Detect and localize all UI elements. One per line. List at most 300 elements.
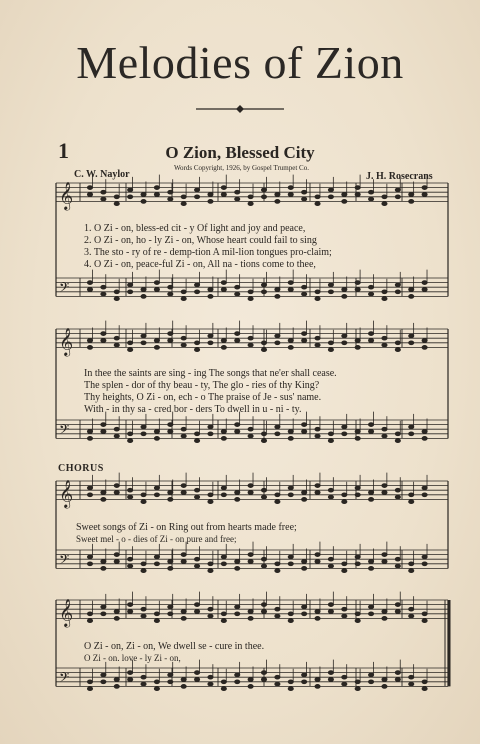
note-head (275, 295, 280, 299)
note-head (208, 607, 213, 611)
note-head (248, 484, 253, 488)
verse-4-line-1: 4. O Zi - on, peace-ful Zi - on, All na - tions come to thee, (84, 259, 316, 270)
note-head (342, 569, 347, 573)
note-head (181, 491, 186, 495)
hymn-title: O Zion, Blessed City (165, 143, 315, 162)
note-head (342, 288, 347, 292)
note-head (422, 555, 427, 559)
note-head (422, 281, 427, 285)
note-head (288, 430, 293, 434)
note-head (128, 678, 133, 682)
note-head (114, 290, 119, 294)
note-head (248, 202, 253, 206)
note-head (302, 197, 307, 201)
note-head (409, 193, 414, 197)
note-head (288, 680, 293, 684)
note-head (114, 202, 119, 206)
note-head (87, 687, 92, 691)
note-head (128, 348, 133, 352)
note-head (141, 493, 146, 497)
note-head (181, 195, 186, 199)
note-head (248, 434, 253, 438)
note-head (235, 339, 240, 343)
note-head (248, 610, 253, 614)
note-head (328, 488, 333, 492)
note-head (248, 336, 253, 340)
note-head (87, 486, 92, 490)
bass-clef-icon: 𝄢 (59, 551, 70, 571)
note-head (194, 678, 199, 682)
note-head (154, 555, 159, 559)
note-head (368, 430, 373, 434)
note-head (181, 685, 186, 689)
note-head (141, 193, 146, 197)
verse-4-line-2: With - in thy sa - cred bor - ders To dwell in u - ni - ty. (84, 404, 302, 415)
note-head (395, 557, 400, 561)
note-head (168, 190, 173, 194)
note-head (168, 491, 173, 495)
note-head (275, 614, 280, 618)
note-head (409, 500, 414, 504)
note-head (275, 200, 280, 204)
note-head (101, 560, 106, 564)
note-head (248, 290, 253, 294)
note-head (194, 603, 199, 607)
note-head (221, 339, 226, 343)
note-head (248, 427, 253, 431)
note-head (342, 614, 347, 618)
note-head (194, 188, 199, 192)
note-head (87, 680, 92, 684)
note-head (208, 682, 213, 686)
note-head (261, 439, 266, 443)
note-head (382, 610, 387, 614)
note-head (248, 491, 253, 495)
note-head (181, 297, 186, 301)
note-head (114, 434, 119, 438)
note-head (328, 557, 333, 561)
note-head (235, 430, 240, 434)
note-head (342, 295, 347, 299)
note-head (181, 434, 186, 438)
note-head (382, 685, 387, 689)
note-head (368, 560, 373, 564)
note-head (194, 348, 199, 352)
note-head (315, 343, 320, 347)
note-head (221, 612, 226, 616)
note-head (302, 498, 307, 502)
bass-clef-icon: 𝄢 (59, 279, 70, 299)
verse-1-line-2: In thee the saints are sing - ing The songs that ne'er shall cease. (84, 368, 337, 379)
note-head (275, 682, 280, 686)
note-head (368, 292, 373, 296)
note-head (235, 612, 240, 616)
note-head (368, 423, 373, 427)
note-head (328, 432, 333, 436)
note-head (261, 341, 266, 345)
note-head (355, 680, 360, 684)
note-head (208, 675, 213, 679)
note-head (235, 332, 240, 336)
note-head (154, 687, 159, 691)
note-head (422, 339, 427, 343)
note-head (87, 346, 92, 350)
note-head (168, 292, 173, 296)
note-head (101, 612, 106, 616)
note-head (355, 555, 360, 559)
note-head (342, 500, 347, 504)
note-head (355, 619, 360, 623)
chorus-line-2-soprano: O Zi - on, Zi - on, We dwell se - cure in thee. (84, 641, 265, 652)
note-head (168, 605, 173, 609)
note-head (368, 491, 373, 495)
note-head (208, 193, 213, 197)
note-head (409, 614, 414, 618)
note-head (395, 341, 400, 345)
note-head (181, 336, 186, 340)
note-head (355, 437, 360, 441)
note-head (235, 680, 240, 684)
note-head (168, 285, 173, 289)
note-head (382, 202, 387, 206)
note-head (382, 484, 387, 488)
note-head (114, 427, 119, 431)
note-head (409, 675, 414, 679)
note-head (422, 612, 427, 616)
note-head (221, 281, 226, 285)
note-head (261, 432, 266, 436)
note-head (302, 190, 307, 194)
note-head (221, 193, 226, 197)
note-head (302, 430, 307, 434)
note-head (181, 343, 186, 347)
note-head (261, 195, 266, 199)
note-head (194, 610, 199, 614)
note-head (154, 430, 159, 434)
note-head (168, 567, 173, 571)
note-head (315, 610, 320, 614)
note-head (101, 673, 106, 677)
note-head (235, 567, 240, 571)
note-head (395, 564, 400, 568)
note-head (114, 491, 119, 495)
note-head (208, 493, 213, 497)
note-head (409, 295, 414, 299)
note-head (181, 202, 186, 206)
note-head (154, 562, 159, 566)
note-head (315, 617, 320, 621)
note-head (141, 288, 146, 292)
note-head (128, 495, 133, 499)
note-head (261, 557, 266, 561)
note-head (302, 673, 307, 677)
note-head (315, 560, 320, 564)
note-head (168, 332, 173, 336)
note-head (395, 283, 400, 287)
note-head (154, 288, 159, 292)
note-head (328, 195, 333, 199)
note-head (422, 346, 427, 350)
verse-3-line-1: 3. The sto - ry of re - demp-tion A mil-lion tongues pro-claim; (84, 247, 332, 258)
note-head (288, 193, 293, 197)
note-head (208, 569, 213, 573)
note-head (194, 564, 199, 568)
note-head (181, 484, 186, 488)
treble-clef-icon: 𝄞 (59, 327, 74, 356)
note-head (235, 560, 240, 564)
note-head (114, 195, 119, 199)
note-head (409, 425, 414, 429)
note-head (194, 557, 199, 561)
note-head (114, 297, 119, 301)
note-head (87, 562, 92, 566)
note-head (409, 493, 414, 497)
note-head (288, 281, 293, 285)
note-head (288, 493, 293, 497)
note-head (194, 671, 199, 675)
note-head (275, 607, 280, 611)
note-head (368, 190, 373, 194)
note-head (221, 687, 226, 691)
note-head (128, 603, 133, 607)
note-head (128, 439, 133, 443)
bass-clef-icon: 𝄢 (59, 421, 70, 441)
note-head (328, 603, 333, 607)
note-head (368, 332, 373, 336)
note-head (395, 195, 400, 199)
note-head (315, 290, 320, 294)
note-head (154, 186, 159, 190)
note-head (328, 283, 333, 287)
note-head (194, 432, 199, 436)
note-head (194, 341, 199, 345)
note-head (422, 687, 427, 691)
note-head (87, 493, 92, 497)
note-head (87, 430, 92, 434)
note-head (342, 493, 347, 497)
note-head (128, 488, 133, 492)
note-head (288, 612, 293, 616)
note-head (355, 281, 360, 285)
note-head (275, 425, 280, 429)
note-head (101, 332, 106, 336)
note-head (154, 680, 159, 684)
note-head (368, 673, 373, 677)
note-head (288, 346, 293, 350)
note-head (141, 675, 146, 679)
note-head (422, 288, 427, 292)
note-head (128, 432, 133, 436)
note-head (221, 493, 226, 497)
note-head (208, 200, 213, 204)
note-head (382, 297, 387, 301)
note-head (315, 195, 320, 199)
note-head (235, 498, 240, 502)
note-head (128, 557, 133, 561)
note-head (114, 678, 119, 682)
note-head (288, 619, 293, 623)
note-head (181, 617, 186, 621)
note-head (328, 341, 333, 345)
note-head (235, 197, 240, 201)
note-head (235, 292, 240, 296)
note-head (288, 486, 293, 490)
note-head (141, 614, 146, 618)
note-head (422, 437, 427, 441)
note-head (114, 617, 119, 621)
note-head (87, 193, 92, 197)
note-head (128, 610, 133, 614)
note-head (101, 197, 106, 201)
note-head (275, 341, 280, 345)
note-head (422, 493, 427, 497)
note-head (368, 605, 373, 609)
note-head (382, 560, 387, 564)
note-head (154, 437, 159, 441)
treble-clef-icon: 𝄞 (59, 181, 74, 210)
note-head (395, 678, 400, 682)
note-head (261, 610, 266, 614)
note-head (395, 348, 400, 352)
note-head (261, 564, 266, 568)
note-head (382, 195, 387, 199)
note-head (342, 562, 347, 566)
note-head (422, 186, 427, 190)
note-head (101, 285, 106, 289)
note-head (302, 560, 307, 564)
note-head (261, 348, 266, 352)
note-head (328, 671, 333, 675)
note-head (422, 562, 427, 566)
note-head (208, 425, 213, 429)
note-head (395, 188, 400, 192)
note-head (315, 484, 320, 488)
note-head (87, 339, 92, 343)
note-head (114, 685, 119, 689)
note-head (181, 290, 186, 294)
note-head (355, 687, 360, 691)
note-head (235, 605, 240, 609)
note-head (395, 432, 400, 436)
note-head (288, 186, 293, 190)
note-head (355, 346, 360, 350)
note-head (114, 484, 119, 488)
note-head (328, 439, 333, 443)
note-head (328, 188, 333, 192)
note-head (288, 687, 293, 691)
note-head (261, 488, 266, 492)
note-head (342, 193, 347, 197)
note-head (382, 678, 387, 682)
note-head (422, 486, 427, 490)
note-head (275, 288, 280, 292)
note-head (302, 567, 307, 571)
note-head (181, 427, 186, 431)
note-head (261, 678, 266, 682)
note-head (409, 334, 414, 338)
note-head (342, 432, 347, 436)
note-head (395, 495, 400, 499)
note-head (101, 605, 106, 609)
note-head (181, 678, 186, 682)
note-head (221, 562, 226, 566)
note-head (168, 430, 173, 434)
note-head (409, 432, 414, 436)
note-head (355, 288, 360, 292)
note-head (194, 195, 199, 199)
note-head (328, 564, 333, 568)
note-head (248, 297, 253, 301)
note-head (275, 569, 280, 573)
composer-credit: J. H. Rosecrans (366, 171, 433, 182)
chorus-line-1-soprano: Sweet songs of Zi - on Ring out from hearts made free; (76, 522, 297, 533)
note-head (87, 437, 92, 441)
note-head (261, 283, 266, 287)
note-head (382, 336, 387, 340)
note-head (87, 612, 92, 616)
note-head (328, 290, 333, 294)
note-head (154, 346, 159, 350)
note-head (261, 188, 266, 192)
note-head (328, 610, 333, 614)
chorus-label: CHORUS (58, 463, 104, 474)
note-head (342, 341, 347, 345)
note-head (342, 200, 347, 204)
note-head (355, 486, 360, 490)
note-head (395, 603, 400, 607)
note-head (382, 491, 387, 495)
note-head (302, 491, 307, 495)
note-head (315, 434, 320, 438)
note-head (208, 614, 213, 618)
note-head (315, 678, 320, 682)
note-head (141, 432, 146, 436)
note-head (168, 498, 173, 502)
note-head (395, 439, 400, 443)
author-credit: C. W. Naylor (74, 169, 130, 180)
note-head (141, 682, 146, 686)
note-head (342, 682, 347, 686)
note-head (409, 288, 414, 292)
note-head (114, 336, 119, 340)
note-head (409, 569, 414, 573)
note-head (221, 619, 226, 623)
note-head (302, 285, 307, 289)
note-head (208, 295, 213, 299)
note-head (355, 493, 360, 497)
copyright-notice: Words Copyright, 1926, by Gospel Trumpet Co. (174, 164, 309, 172)
note-head (194, 495, 199, 499)
note-head (315, 336, 320, 340)
note-head (368, 567, 373, 571)
note-head (168, 673, 173, 677)
treble-clef-icon: 𝄞 (59, 479, 74, 508)
note-head (382, 553, 387, 557)
hymn-number: 1 (58, 138, 69, 163)
note-head (342, 607, 347, 611)
note-head (141, 341, 146, 345)
note-head (342, 334, 347, 338)
note-head (168, 560, 173, 564)
note-head (128, 290, 133, 294)
note-head (101, 292, 106, 296)
note-head (114, 553, 119, 557)
note-head (328, 678, 333, 682)
verse-2-line-2: The splen - dor of thy beau - ty, The glo - ries of thy King? (84, 380, 320, 391)
note-head (382, 617, 387, 621)
note-head (235, 673, 240, 677)
note-head (382, 434, 387, 438)
